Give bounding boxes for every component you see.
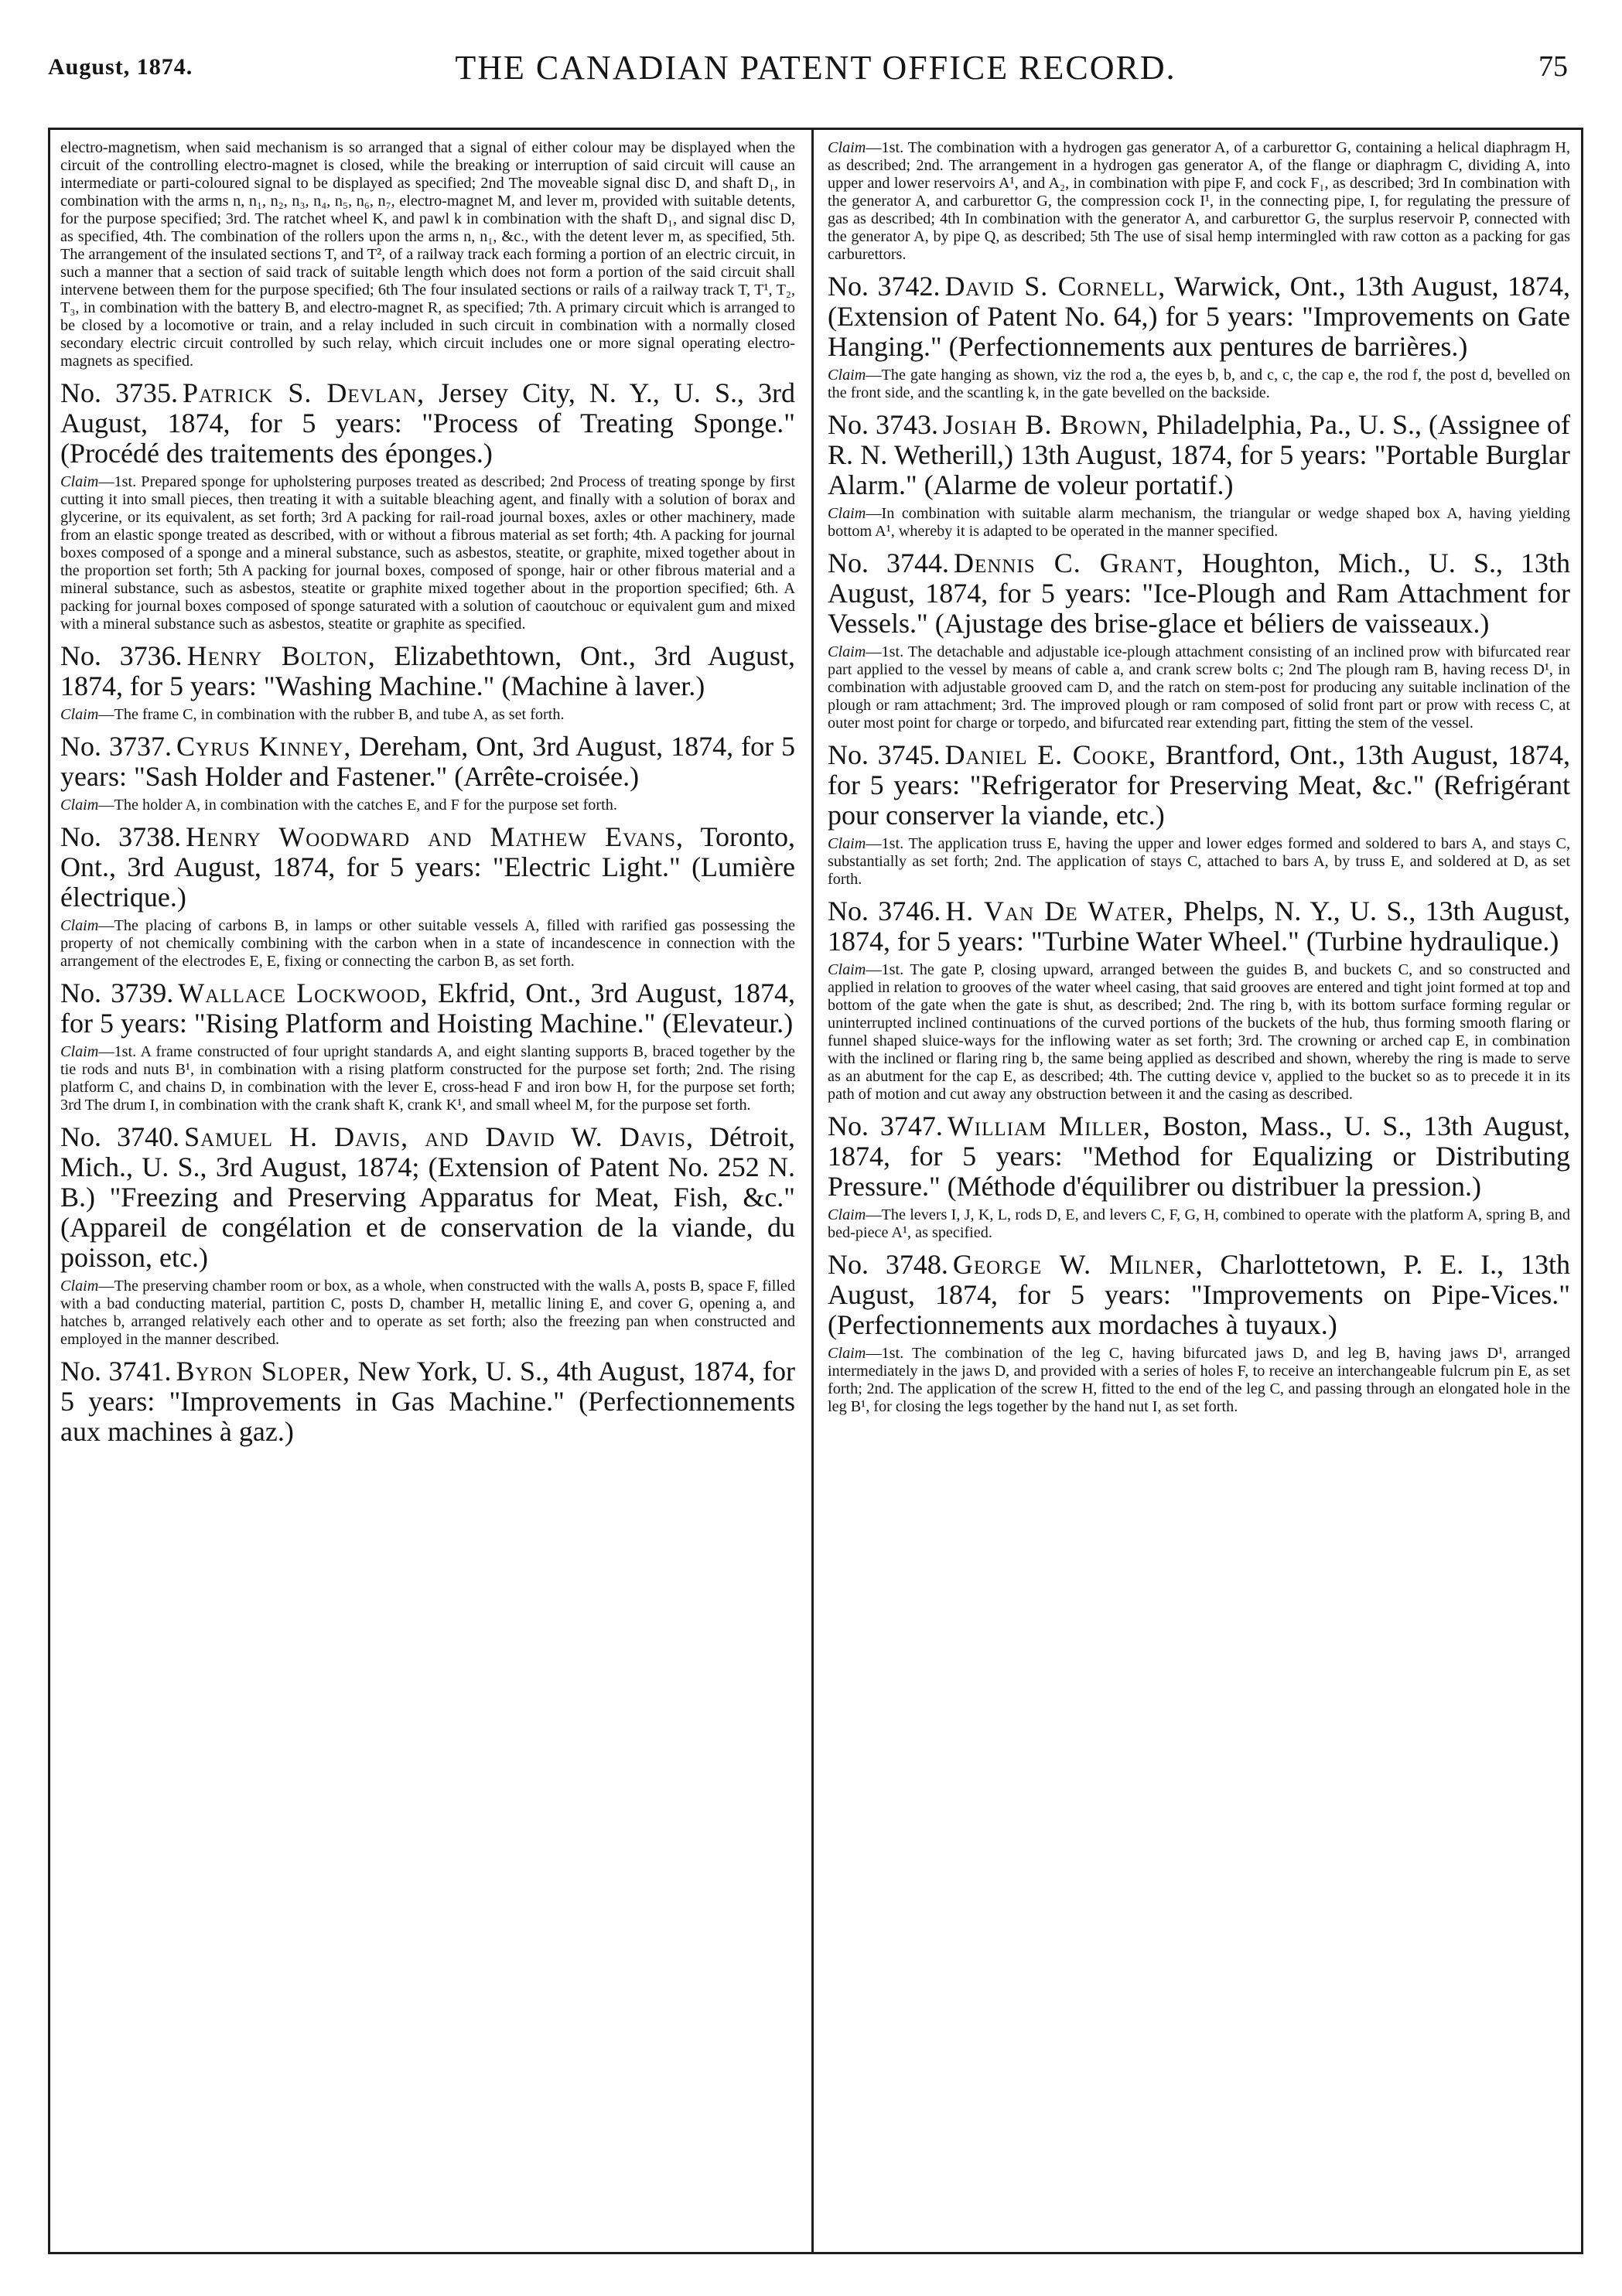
patent-heading [828, 740, 1570, 831]
patent-details: Houghton, Mich., U. S., 13th August, 1874, for 5 years: "Ice-Plough and Ram Attachment for Vessels." (Ajustage des brise-glace et béliers de vaisseaux.) [828, 548, 1570, 639]
patent-number: No. 3743. [828, 409, 939, 440]
patent-entry [828, 548, 1570, 732]
patent-number: No. 3738. [60, 821, 182, 852]
patentee-name: George W. Milner, [952, 1249, 1204, 1280]
patent-number: No. 3739. [60, 977, 174, 1008]
patent-claim [60, 797, 795, 814]
claim-label: Claim [60, 706, 99, 723]
claim-label: Claim [60, 797, 99, 814]
patent-claim [828, 1345, 1570, 1416]
patent-claim [828, 1206, 1570, 1242]
claim-label: Claim [828, 835, 866, 852]
patent-heading [60, 1356, 795, 1447]
issue-date: August, 1874. [48, 54, 193, 80]
patentee-name: Daniel E. Cooke, [944, 739, 1157, 770]
patent-number: No. 3737. [60, 731, 172, 762]
claim-text: —The holder A, in combination with the catches E, and F for the purpose set forth. [98, 797, 617, 814]
patent-entry [828, 1111, 1570, 1242]
patent-entry [828, 896, 1570, 1104]
patent-entry [60, 1356, 795, 1447]
claim-text: —1st. The combination of the leg C, having bifurcated jaws D, and leg B, having jaws D¹, arranged intermediately in the jaws D, and provided with a series of holes F, to receive an interchangeable fulcrum pin E, as set forth; 2nd. The application of the screw H, fitted to the end of the leg C, and passing through an elongated hole in the leg B¹, for closing the legs together by the hand nut I, as set forth. [828, 1345, 1570, 1415]
continued-claim [828, 139, 1570, 264]
claim-label: Claim [828, 505, 866, 522]
patentee-name: William Miller, [947, 1110, 1151, 1141]
patent-details: Dereham, Ont, 3rd August, 1874, for 5 years: "Sash Holder and Fastener." (Arrête-croisée.) [60, 731, 795, 792]
patentee-name: Samuel H. Davis, and David W. Davis, [184, 1121, 694, 1152]
claim-text: —1st. A frame constructed of four upright standards A, and eight slanting supports B, braced together by the tie rods and nuts B¹, in combination with a rising platform constructed for the purpose set forth; 2nd. The rising platform C, and chains D, in combination with the lever E, cross-head F and iron bow H, for the purpose set forth; 3rd The drum I, in combination with the crank shaft K, crank K¹, and small wheel M, for the purpose set forth. [60, 1043, 795, 1114]
patent-entry [60, 1122, 795, 1349]
patent-entry [60, 641, 795, 724]
patent-heading [60, 1122, 795, 1273]
patent-number: No. 3748. [828, 1249, 948, 1280]
patent-heading [60, 641, 795, 701]
patentee-name: Dennis C. Grant, [954, 548, 1184, 578]
claim-text: —The placing of carbons B, in lamps or other suitable vessels A, filled with rarified gas possessing the property of not chemically combining with the carbon when in a state of incandescence in connection with the arrangement of the electrodes E, E, fixing or connecting the carbon B, as set forth. [60, 917, 795, 970]
patent-claim [60, 473, 795, 633]
patentee-name: Josiah B. Brown, [943, 409, 1149, 440]
patent-heading [828, 410, 1570, 500]
patentee-name: Cyrus Kinney, [176, 731, 352, 762]
patent-number: No. 3736. [60, 640, 183, 671]
claim-label: Claim [828, 139, 866, 156]
page-header [48, 48, 1583, 94]
patent-details: Ekfrid, Ont., 3rd August, 1874, for 5 years: "Rising Platform and Hoisting Machine." (Elevateur.) [60, 977, 795, 1039]
patent-details: Warwick, Ont., 13th August, 1874, (Extension of Patent No. 64,) for 5 years: "Improvements on Gate Hanging." (Perfectionnements aux pentures de barrières.) [828, 271, 1570, 362]
patent-claim [828, 835, 1570, 889]
patentee-name: Byron Sloper, [176, 1356, 351, 1387]
patent-details: New York, U. S., 4th August, 1874, for 5 years: "Improvements in Gas Machine." (Perfectionnements aux machines à gaz.) [60, 1356, 795, 1447]
patent-heading [60, 822, 795, 913]
patent-heading [828, 1111, 1570, 1202]
patent-claim [828, 643, 1570, 732]
patentee-name: Patrick S. Devlan, [183, 377, 425, 408]
claim-text: —1st. The detachable and adjustable ice-plough attachment consisting of an inclined prow with bifurcated rear part applied to the vessel by means of cable a, and crank screw bolts c; 2nd The plough ram B, having recess D¹, in combination with adjustable grooved cam D, and the ratch on stem-post for producing any suitable inclination of the plough or ram attachment; 3rd. The improved plough or ram composed of solid front part or prow with recess C, at outer most point for charge or torpedo, and bifurcated rear extending part, fitting the stem of the vessel. [828, 643, 1570, 732]
patent-details: Jersey City, N. Y., U. S., 3rd August, 1874, for 5 years: "Process of Treating Sponge." (Procédé des traitements des éponges.) [60, 377, 795, 469]
patent-claim [828, 961, 1570, 1104]
patent-number: No. 3744. [828, 548, 950, 578]
patent-claim [828, 505, 1570, 541]
patent-details: Charlottetown, P. E. I., 13th August, 1874, for 5 years: "Improvements on Pipe-Vices." (Perfectionnements aux mordaches à tuyaux.) [828, 1249, 1570, 1340]
publication-title: THE CANADIAN PATENT OFFICE RECORD. [455, 49, 1176, 87]
claim-label: Claim [60, 1043, 99, 1060]
patent-number: No. 3742. [828, 271, 941, 302]
continued-claim: electro-magnetism, when said mechanism is so arranged that a signal of either colour may be displayed when the circuit of the controlling electro-magnet is closed, while the breaking or interruption of said circuit will cause an intermediate or parti-coloured signal to be displayed as specified; 2nd The moveable signal disc D, and shaft D₁, in combination with the arms n, n₁, n₂, n₃, n₄, n₅, n₆, n₇, electro-magnet M, and lever m, provided with suitable detents, for the purpose specified; 3rd. The ratchet wheel K, and pawl k in combination with the shaft D₁, and signal disc D, as specified, 4th. The combination of the rollers upon the arms n, n₁, &c., with the detent lever m, as specified, 5th. The arrangement of the insulated sections T, and T², of a railway track each forming a portion of an electric circuit, in such a manner that a section of said track of suitable length which does not form a portion of the said circuit shall intervene between them for the purpose specified; 6th The four insulated sections or rails of a railway track T, T¹, T₂, T₃, in combination with the battery B, and electro-magnet R, as specified; 7th. A primary circuit which is arranged to be closed by a locomotive or train, and a relay included in such circuit in combination with a normally closed secondary electric circuit controlled by such relay, which circuit includes one or more signal operating electro-magnets as specified. [60, 139, 795, 370]
claim-text: —1st. The combination with a hydrogen gas generator A, of a carburettor G, containing a helical diaphragm H, as described; 2nd. The arrangement in a hydrogen gas generator A, of the flange or diaphragm C, dividing A, into upper and lower reservoirs A¹, and A₂, in combination with pipe F, and cock F₁, as described; 3rd In combination with the generator A, and carburettor G, the compression cock I¹, in the connecting pipe, I, for regulating the pressure of gas as described; 4th In combination with the generator A, and carburettor G, the surplus reservoir P, connected with the generator A, by pipe Q, as described; 5th The use of sisal hemp intermingled with raw cotton as a packing for gas carburettors. [828, 139, 1570, 263]
column-divider [811, 128, 814, 2254]
patent-heading [828, 1250, 1570, 1340]
claim-label: Claim [828, 367, 866, 384]
claim-text: —The frame C, in combination with the rubber B, and tube A, as set forth. [98, 706, 565, 723]
claim-text: —The levers I, J, K, L, rods D, E, and levers C, F, G, H, combined to operate with the platform A, spring B, and bed-piece A¹, as specified. [828, 1206, 1570, 1241]
patent-details: Brantford, Ont., 13th August, 1874, for 5 years: "Refrigerator for Preserving Meat, &c." (Refrigérant pour conserver la viande, etc.) [828, 739, 1570, 831]
patent-heading [828, 271, 1570, 362]
patent-claim [60, 706, 795, 724]
patent-claim [60, 1043, 795, 1114]
claim-label: Claim [60, 473, 99, 490]
patent-entry [60, 378, 795, 633]
patentee-name: Henry Bolton, [186, 640, 376, 671]
claim-text: —In combination with suitable alarm mechanism, the triangular or wedge shaped box A, having yielding bottom A¹, whereby it is adapted to be operated in the manner specified. [828, 505, 1570, 540]
patentee-name: H. Van De Water, [945, 896, 1174, 926]
patent-number: No. 3740. [60, 1121, 180, 1152]
patent-details: Boston, Mass., U. S., 13th August, 1874, for 5 years: "Method for Equalizing or Distributing Pressure." (Méthode d'équilibrer ou distribuer la pression.) [828, 1110, 1570, 1202]
patent-details: Philadelphia, Pa., U. S., (Assignee of R. N. Wetherill,) 13th August, 1874, for 5 years: "Portable Burglar Alarm." (Alarme de voleur portatif.) [828, 409, 1570, 500]
left-entry-list [60, 378, 795, 1447]
patent-details: Toronto, Ont., 3rd August, 1874, for 5 years: "Electric Light." (Lumière électrique.) [60, 821, 795, 913]
patent-number: No. 3746. [828, 896, 941, 926]
left-column [60, 139, 795, 2247]
patentee-name: David S. Cornell, [944, 271, 1166, 302]
patent-entry [828, 271, 1570, 402]
patent-heading [828, 896, 1570, 957]
patent-number: No. 3735. [60, 377, 179, 408]
patent-entry [60, 978, 795, 1114]
claim-label: Claim [828, 1345, 866, 1362]
patent-entry [828, 740, 1570, 889]
patent-heading [828, 548, 1570, 639]
claim-text: —1st. The gate P, closing upward, arranged between the guides B, and buckets C, and so constructed and applied in relation to grooves of the water wheel casing, that said grooves are entered and tight joint formed at top and bottom of the gate when the gate is shut, as described; 2nd. The ring b, with its bottom surface forming regular or uninterrupted inclined continuations of the curved portions of the buckets of the hub, thus forming smooth flaring or funnel shaped sluice-ways for the inflowing water as set forth; 3rd. The crowning or arched cap E, in combination with the inclined or flaring ring b, the same being applied as described and shown, whereby the ring is made to serve as an abutment for the cap E, as described; 4th. The cutting device v, applied to the bucket so as to precede it in its path of motion and cut away any obstruction between it and the casing as described. [828, 961, 1570, 1103]
claim-label: Claim [828, 961, 866, 978]
patent-details: Phelps, N. Y., U. S., 13th August, 1874, for 5 years: "Turbine Water Wheel." (Turbine hydraulique.) [828, 896, 1570, 957]
page-number: 75 [1538, 50, 1568, 83]
patent-heading [60, 378, 795, 469]
right-column [828, 139, 1570, 2247]
patentee-name: Wallace Lockwood, [178, 977, 429, 1008]
claim-text: —1st. The application truss E, having the upper and lower edges formed and soldered to bars A, and stays C, substantially as set forth; 2nd. The application of stays C, attached to bars A, by truss E, and soldered at D, as set forth. [828, 835, 1570, 888]
patent-claim [60, 917, 795, 971]
patent-entry [828, 410, 1570, 541]
patent-number: No. 3745. [828, 739, 941, 770]
claim-text: —1st. Prepared sponge for upholstering purposes treated as described; 2nd Process of treating sponge by first cutting it into small pieces, then treating it with a suitable bleaching agent, and finally with a solution of borax and glycerine, or its equivalent, as set forth; 3rd A packing for rail-road journal boxes, axles or other machinery, made from an elastic sponge treated as described, with or without a fibrous material as set forth; 4th. A packing for journal boxes composed of a sponge and a mineral substance, such as asbestos, steatite, or graphite, mixed together about in the proportion set forth; 5th A packing for journal boxes, composed of sponge, hair or other fibrous material and a mineral substance, such as asbestos, steatite or graphite mixed together about in the proportion specified; 6th. A packing for journal boxes composed of sponge saturated with a solution of caoutchouc or equivalent gum and mixed with a mineral substance such as asbestos, steatite or graphite as specified. [60, 473, 795, 633]
claim-text: —The preserving chamber room or box, as a whole, when constructed with the walls A, posts B, space F, filled with a bad conducting material, partition C, posts D, chamber H, metallic lining E, and cover G, opening a, and hatches b, arranged relatively each other and to operate as set forth; also the freezing pan when constructed and employed in the manner described. [60, 1278, 795, 1348]
patent-number: No. 3741. [60, 1356, 172, 1387]
patent-details: Détroit, Mich., U. S., 3rd August, 1874; (Extension of Patent No. 252 N. B.) "Freezing and Preserving Apparatus for Meat, Fish, &c." (Appareil de congélation et de conservation de la viande, du poisson, etc.) [60, 1121, 795, 1273]
patent-heading [60, 978, 795, 1039]
claim-text: —The gate hanging as shown, viz the rod a, the eyes b, b, and c, c, the cap e, the rod f, the post d, bevelled on the front side, and the scantling k, in the gate bevelled on the backside. [828, 367, 1570, 401]
patent-details: Elizabethtown, Ont., 3rd August, 1874, for 5 years: "Washing Machine." (Machine à laver.) [60, 640, 795, 701]
claim-label: Claim [60, 917, 99, 934]
patentee-name: Henry Woodward and Mathew Evans, [186, 821, 685, 852]
patent-entry [60, 732, 795, 814]
patent-entry [60, 822, 795, 971]
claim-label: Claim [60, 1278, 99, 1295]
patent-entry [828, 1250, 1570, 1416]
patent-claim [60, 1278, 795, 1349]
patent-number: No. 3747. [828, 1110, 943, 1141]
right-entry-list [828, 271, 1570, 1416]
claim-label: Claim [828, 1206, 866, 1223]
patent-heading [60, 732, 795, 792]
claim-label: Claim [828, 643, 866, 660]
patent-claim [828, 367, 1570, 402]
